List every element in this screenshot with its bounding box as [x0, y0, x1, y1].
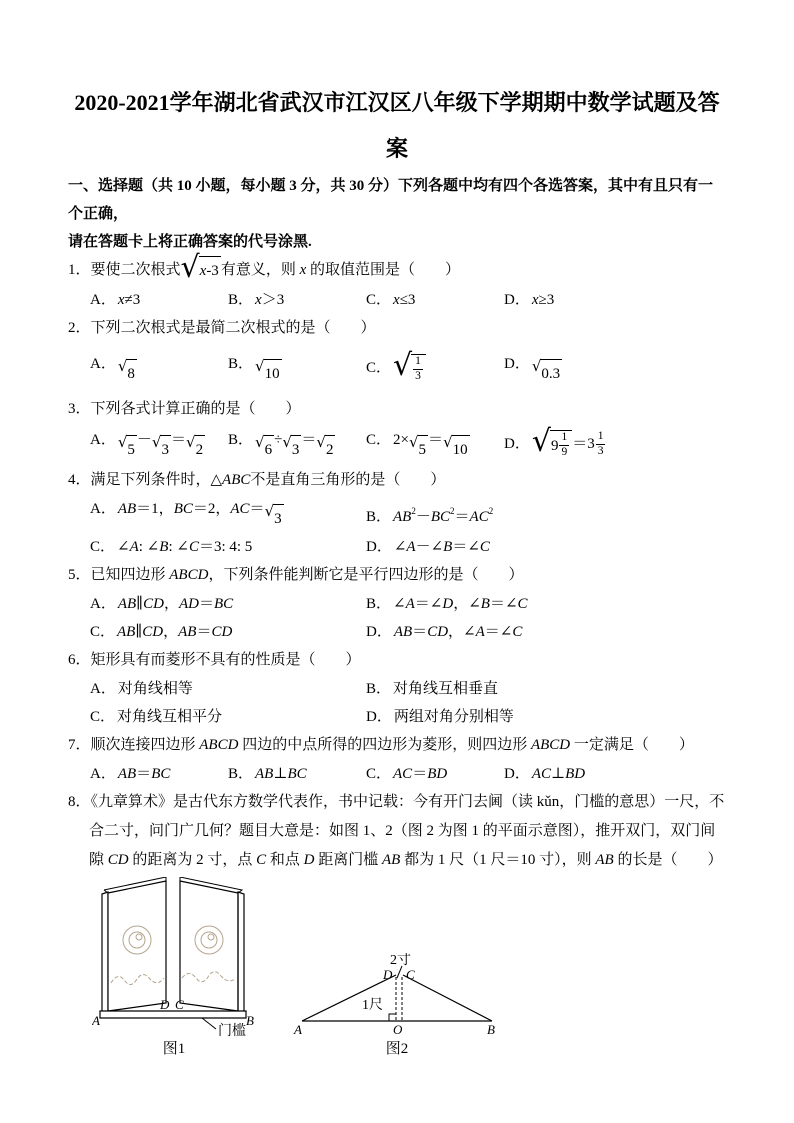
question-1-options	[90, 286, 726, 314]
question-6-option-b: B． 对角线互相垂直	[366, 681, 499, 697]
question-8-stem: 8．《九章算术》是古代东方数学代表作，书中记载：今有开门去阃（读 kǔn，门槛的意思）一尺，不合二寸，问门广几何？题目大意是：如图 1、2（图 2 为图 1 的平面示意图），推开双门，双门间隙 CD 的距离为 2 寸，点 C 和点 D 距离门槛 AB 都为 1 尺（1 尺＝10 寸），则 AB 的长是（ ）	[68, 794, 725, 868]
question-4-stem: 4．满足下列条件时，△ABC不是直角三角形的是（ ）	[68, 472, 446, 488]
question-4-option-a: A． AB＝1，BC＝2，AC＝ √ 3	[90, 495, 366, 533]
question-3-option-c: C． 2× √ 5 ＝ √ 10	[366, 426, 504, 464]
question-4-options-row1	[90, 495, 726, 533]
question-2	[68, 314, 726, 395]
question-8	[68, 788, 726, 875]
question-3-stem: 3．下列各式计算正确的是（ ）	[68, 401, 301, 417]
question-6-options-row2	[90, 703, 726, 731]
question-6-option-c: C． 对角线互相平分	[90, 709, 223, 725]
fig1-point-label-c: C	[175, 997, 184, 1012]
fig2-point-label-c: C	[406, 967, 415, 982]
question-4	[68, 466, 726, 561]
question-5-option-b: B． ∠A＝∠D，∠B＝∠C	[366, 596, 528, 612]
question-2-option-a: A． √ 8	[90, 350, 228, 388]
figure-1-block	[92, 877, 256, 1059]
question-3-option-a: A． √ 5 － √ 3 ＝ √ 2	[90, 426, 228, 464]
question-7-option-d: D． AC⊥BD	[504, 766, 586, 782]
question-5-options-row2	[90, 618, 726, 646]
question-4-option-b: B． $AB^2-BC^2=AC^2$	[366, 506, 494, 525]
question-2-option-b: B． √ 10	[228, 350, 366, 388]
question-2-option-d: D． √ 0.3	[504, 350, 726, 388]
question-5-options-row1	[90, 590, 726, 618]
question-7-options	[90, 760, 726, 788]
section-heading-line1: 一、选择题（共 10 小题，每小题 3 分，共 30 分）下列各题中均有四个各选答案，其中有且只有一个正确，	[68, 178, 714, 222]
figure-1-doors-diagram	[92, 877, 256, 1037]
question-6-options-row1	[90, 675, 726, 703]
question-5	[68, 561, 726, 646]
question-6-option-a: A． 对角线相等	[90, 681, 193, 697]
fig2-point-label-o: O	[393, 1022, 403, 1037]
question-7-option-b: B． AB⊥BC	[228, 766, 307, 782]
question-5-option-c: C． AB∥CD，AB＝CD	[90, 624, 233, 640]
question-1	[68, 250, 726, 314]
question-1-option-b: B． x＞3	[228, 292, 285, 308]
question-1-option-a: A． x≠3	[90, 292, 141, 308]
fig2-size-left-label: 1尺	[362, 998, 383, 1013]
figure-1-caption: 图1	[162, 1041, 186, 1057]
question-1-option-c: C． x≤3	[366, 292, 416, 308]
question-4-option-d: D． ∠A－∠B＝∠C	[366, 539, 490, 555]
fig2-size-top-label: 2寸	[390, 953, 411, 968]
question-7-option-a: A． AB＝BC	[90, 766, 171, 782]
document-title: 2020-2021学年湖北省武汉市江汉区八年级下学期期中数学试题及答案	[74, 90, 720, 161]
question-5-stem: 5．已知四边形 ABCD，下列条件能判断它是平行四边形的是（ ）	[68, 567, 524, 583]
question-6	[68, 646, 726, 731]
figure-2-block	[292, 953, 502, 1059]
question-2-option-c: C． √ $\frac{1}{3}$	[366, 354, 504, 384]
question-7	[68, 731, 726, 788]
figure-2-caption: 图2	[385, 1041, 409, 1057]
question-8-figures	[92, 877, 726, 1059]
fig1-point-label-d: D	[160, 997, 170, 1012]
section-heading-line2: 请在答题卡上将正确答案的代号涂黑.	[68, 234, 312, 250]
question-5-option-d: D． AB＝CD，∠A＝∠C	[366, 624, 523, 640]
question-4-option-c: C． ∠A: ∠B: ∠C＝3: 4: 5	[90, 539, 253, 555]
fig1-point-label-b: B	[246, 1013, 254, 1028]
question-2-stem: 2．下列二次根式是最简二次根式的是（ ）	[68, 320, 376, 336]
fig2-point-label-d: D	[383, 967, 393, 982]
question-4-options-row2	[90, 533, 726, 561]
question-6-option-d: D． 两组对角分别相等	[366, 709, 514, 725]
fig2-point-label-b: B	[487, 1022, 495, 1037]
question-2-options	[90, 343, 726, 395]
section-heading	[68, 172, 726, 256]
fig2-point-label-a: A	[294, 1022, 302, 1037]
fig1-point-label-a: A	[92, 1013, 100, 1028]
question-7-stem: 7．顺次连接四边形 ABCD 四边的中点所得的四边形为菱形，则四边形 ABCD 一定满足（ ）	[68, 737, 694, 753]
question-3-option-b: B． √ 6 ÷ √ 3 ＝ √ 2	[228, 426, 366, 464]
figure-2-plan-diagram	[292, 953, 502, 1037]
question-6-stem: 6．矩形具有而菱形不具有的性质是（ ）	[68, 652, 361, 668]
question-7-option-c: C． AC＝BD	[366, 766, 448, 782]
question-1-stem: 1．要使二次根式 √ x -3 有意义，则 x 的取值范围是（ ）	[68, 250, 461, 285]
question-3	[68, 395, 726, 466]
question-1-option-d: D． x≥3	[504, 292, 555, 308]
question-3-option-d: D． √ 9 $\frac{1}{9}$ ＝ 3 $\frac{1}{3}$	[504, 424, 604, 460]
fig1-sill-label: 门槛	[218, 1024, 246, 1037]
question-5-option-a: A． AB∥CD，AD＝BC	[90, 596, 234, 612]
question-3-options	[90, 424, 726, 466]
